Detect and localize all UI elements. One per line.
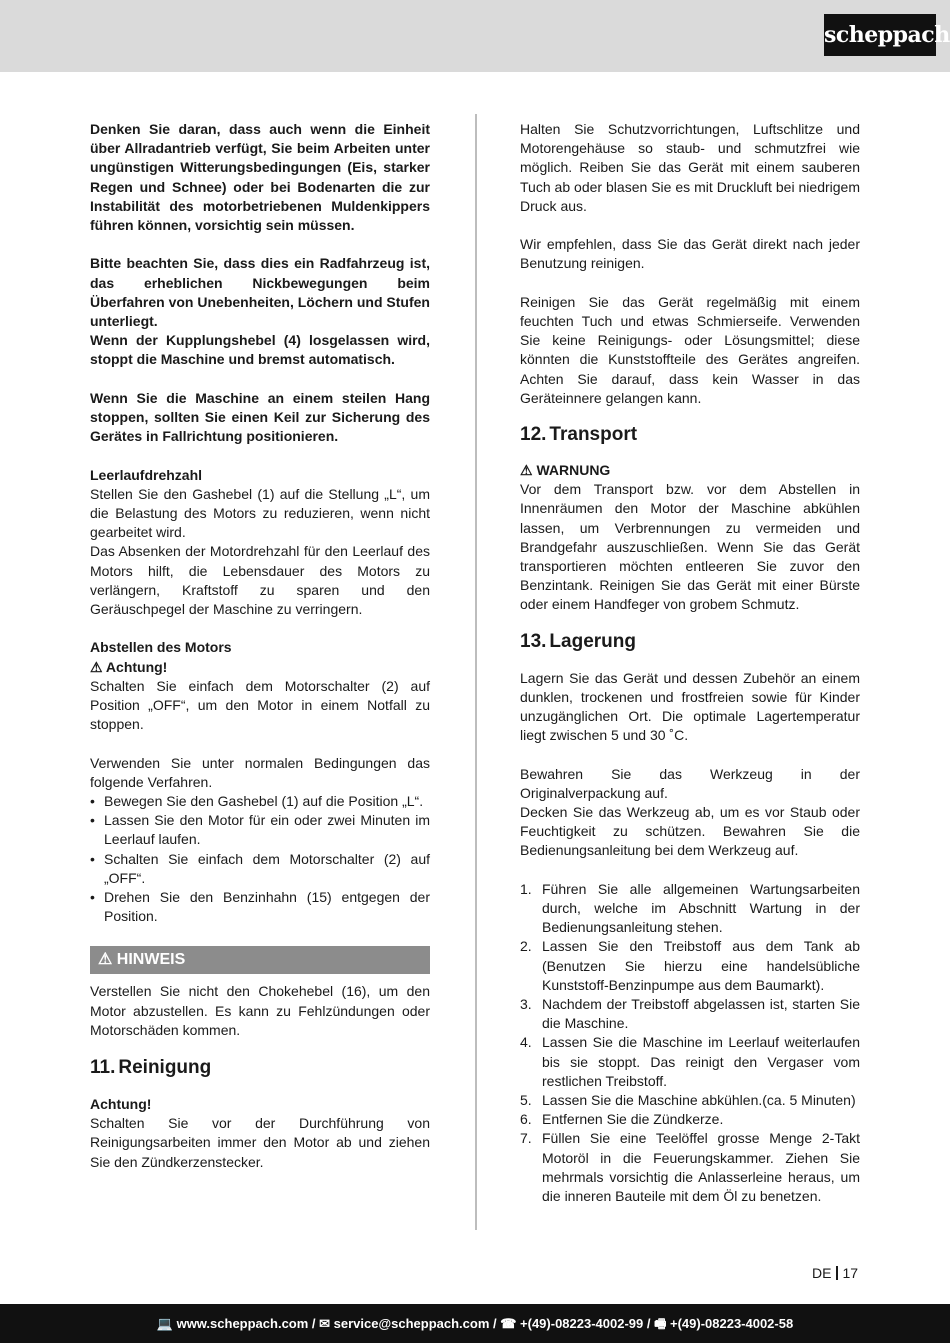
list-item: 7. Füllen Sie eine Teelöffel grosse Menge 2-Takt Motoröl in die Feuerungskammer. Ziehen Sie mehrmals vorsichtig die Anlasserleine heraus, um die inneren Bauteile mit dem Öl zu benetzen.	[520, 1130, 860, 1205]
idle-speed-paragraph-1: Stellen Sie den Gashebel (1) auf die Stellung „L“, um die Belastung des Motors zu reduzieren, wenn nicht gearbeitet wird.	[90, 485, 430, 541]
section-13-heading	[520, 630, 860, 654]
cleaning-warning: Achtung!	[90, 1096, 152, 1113]
transport-paragraph: Vor dem Transport bzw. vor dem Abstellen in Innenräumen den Motor der Maschine abkühlen lassen, um Verbrennungen zu vermeiden und Brandgefahr auszuschließen. Wenn Sie das Gerät transportieren möchten entleeren Sie zuvor den Benzintank. Reinigen Sie das Gerät mit einer Bürste oder einem Handfeger von grobem Schmutz.	[520, 481, 860, 613]
section-title: Transport	[549, 424, 638, 446]
left-column	[90, 120, 430, 1172]
section-title: Reinigung	[118, 1057, 212, 1079]
section-number: 13.	[520, 630, 547, 652]
list-item: 1. Führen Sie alle allgemeinen Wartungsarbeiten durch, welche im Abschnitt Wartung in der Bedienungsanleitung stehen.	[520, 880, 860, 936]
storage-steps	[520, 880, 860, 1206]
column-divider	[475, 114, 477, 1230]
page-number	[812, 1265, 858, 1281]
stop-engine-warning: ⚠ Achtung!	[90, 658, 168, 675]
language-code: DE	[812, 1265, 832, 1281]
list-item: 5. Lassen Sie die Maschine abkühlen.(ca. 5 Minuten)	[520, 1092, 856, 1109]
list-item: • Schalten Sie einfach dem Motorschalter (2) auf „OFF“.	[90, 850, 430, 888]
section-11-heading	[90, 1056, 430, 1080]
list-item: • Lassen Sie den Motor für ein oder zwei Minuten im Leerlauf laufen.	[90, 811, 430, 849]
storage-paragraph-3: Decken Sie das Werkzeug ab, um es vor Staub oder Feuchtigkeit zu schützen. Bewahren Sie die Bedienungsanleitung bei dem Werkzeug auf.	[520, 804, 860, 859]
cleaning-paragraph-1: Schalten Sie vor der Durchführung von Reinigungsarbeiten immer den Motor ab und ziehen Sie den Zündkerzenstecker.	[90, 1115, 430, 1170]
list-item: • Drehen Sie den Benzinhahn (15) entgegen der Position.	[90, 888, 430, 926]
list-item: • Bewegen Sie den Gashebel (1) auf die Position „L“.	[90, 792, 430, 811]
paragraph-steep-slope: Wenn Sie die Maschine an einem steilen Hang stoppen, sollten Sie einen Keil zur Sicherung des Gerätes in Fallrichtung positionieren.	[90, 389, 430, 445]
idle-speed-paragraph-2: Das Absenken der Motordrehzahl für den Leerlauf des Motors hilft, die Lebensdauer des Motors zu verlängern, Kraftstoff zu sparen und den Geräuschpegel der Maschine zu verringern.	[90, 543, 430, 618]
brand-logo: scheppach	[824, 14, 936, 56]
page-number-value: 17	[842, 1265, 859, 1281]
list-item: 6. Entfernen Sie die Zündkerze.	[520, 1111, 724, 1128]
footer-bar	[0, 1304, 950, 1343]
header-bar	[0, 0, 950, 72]
section-number: 12.	[520, 424, 547, 446]
cleaning-paragraph-2: Halten Sie Schutzvorrichtungen, Luftschlitze und Motorengehäuse so staub- und schmutzfrei wie möglich. Reiben Sie das Gerät mit einem sauberen Tuch ab oder blasen Sie es mit Druckluft bei niedrigem Druck aus.	[520, 121, 860, 214]
list-item: 2. Lassen Sie den Treibstoff aus dem Tank ab (Benutzen Sie hierzu eine handelsübliche Kunststoff-Benzinpumpe aus dem Baumarkt).	[520, 938, 860, 993]
stop-engine-heading: Abstellen des Motors	[90, 639, 232, 656]
storage-paragraph-2: Bewahren Sie das Werkzeug in der Originalverpackung auf.	[520, 765, 860, 801]
cleaning-paragraph-3: Wir empfehlen, dass Sie das Gerät direkt nach jeder Benutzung reinigen.	[520, 236, 860, 272]
paragraph-pitch-movements: Bitte beachten Sie, dass dies ein Radfahrzeug ist, das erheblichen Nickbewegungen beim Überfahren von Unebenheiten, Löchern und Stufen unterliegt.	[90, 255, 430, 330]
list-item: 3. Nachdem der Treibstoff abgelassen ist, starten Sie die Maschine.	[520, 996, 860, 1032]
cleaning-paragraph-4: Reinigen Sie das Gerät regelmäßig mit einem feuchten Tuch und etwas Schmierseife. Verwenden Sie keine Reinigungs- oder Lösungsmittel; diese könnten die Kunststoffteile des Gerätes angreifen. Achten Sie darauf, dass kein Wasser in das Geräteinnere gelangen kann.	[520, 293, 860, 406]
section-title: Lagerung	[549, 630, 636, 652]
section-number: 11.	[90, 1057, 116, 1079]
paragraph-clutch-lever: Wenn der Kupplungshebel (4) losgelassen wird, stoppt die Maschine und bremst automatisch.	[90, 332, 430, 368]
stop-engine-paragraph-1: Schalten Sie einfach dem Motorschalter (2) auf Position „OFF“, um den Motor in einem Notfall zu stoppen.	[90, 677, 430, 733]
stop-engine-steps	[90, 792, 430, 926]
right-column	[520, 120, 860, 1206]
list-item: 4. Lassen Sie die Maschine im Leerlauf weiterlaufen bis sie stoppt. Das reinigt den Vergaser vom restlichen Treibstoff.	[520, 1034, 860, 1089]
notice-text: Verstellen Sie nicht den Chokehebel (16), um den Motor abzustellen. Es kann zu Fehlzündungen oder Motorschäden kommen.	[90, 983, 430, 1038]
notice-box: ⚠ HINWEIS	[90, 946, 430, 974]
stop-engine-paragraph-2: Verwenden Sie unter normalen Bedingungen das folgende Verfahren.	[90, 754, 430, 790]
page-number-separator	[836, 1266, 838, 1280]
transport-warning: ⚠ WARNUNG	[520, 462, 611, 479]
paragraph-all-wheel-caution: Denken Sie daran, dass auch wenn die Einheit über Allradantrieb verfügt, Sie beim Arbeiten unter ungünstigen Witterungsbedingungen (Eis, starker Regen und Schnee) oder bei Bodenarten die zur Instabilität des motorbetriebenen Muldenkippers führen können, vorsichtig sein müssen.	[90, 121, 430, 234]
storage-paragraph-1: Lagern Sie das Gerät und dessen Zubehör an einem dunklen, trockenen und frostfreien sowie für Kinder unzugänglichen Ort. Die optimale Lagertemperatur liegt zwischen 5 und 30 ˚C.	[520, 669, 860, 744]
footer-contact: 💻 www.scheppach.com / ✉ service@scheppach.com / ☎ +(49)-08223-4002-99 / 🖷 +(49)-08223-4002-58	[156, 1316, 794, 1331]
section-12-heading	[520, 423, 860, 447]
idle-speed-heading: Leerlaufdrehzahl	[90, 466, 203, 483]
